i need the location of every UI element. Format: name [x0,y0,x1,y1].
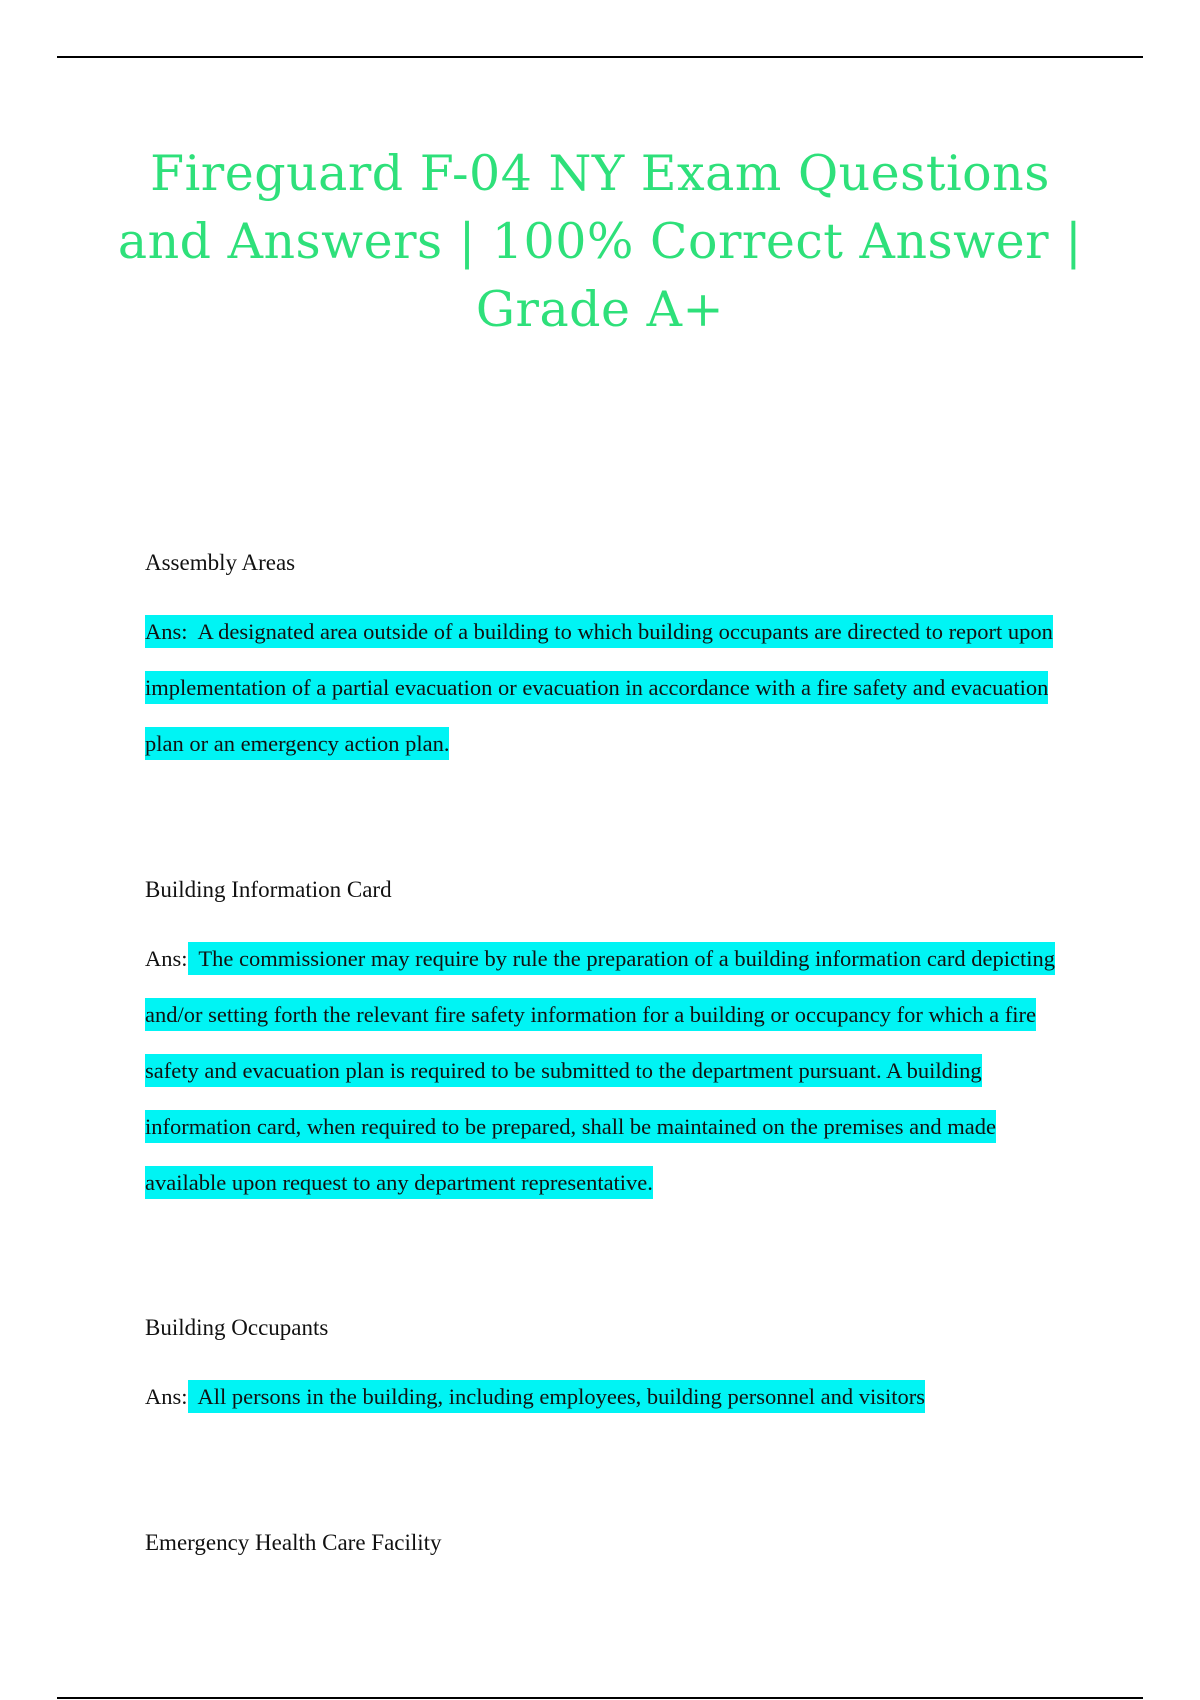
answer-paragraph [145,931,1065,1211]
answer-paragraph [145,1369,1065,1425]
answer-text: A designated area outside of a building to which building occupants are directed to report upon implementation of a partial evacuation or evacuation in accordance with a fire safety and evacuation plan or an emergency action plan. [145,619,1053,756]
answer-text: The commissioner may require by rule the preparation of a building information card depicting and/or setting forth the relevant fire safety information for a building or occupancy for which a fire safety and evacuation plan is required to be submitted to the department pursuant. A building information card, when required to be prepared, shall be maintained on the premises and made available upon request to any department representative. [145,946,1055,1195]
entry-emergency-health-care-facility [145,1528,1065,1558]
entry-building-information-card [145,875,1065,1211]
answer-label: Ans: [145,1384,188,1409]
entry-building-occupants [145,1313,1065,1425]
term-heading: Emergency Health Care Facility [145,1530,442,1555]
answer-text: All persons in the building, including employees, building personnel and visitors [197,1384,925,1409]
term-heading: Building Information Card [145,877,392,902]
entry-assembly-areas [145,548,1065,772]
answer-paragraph [145,604,1065,772]
answer-label: Ans: [145,619,188,644]
term-heading: Assembly Areas [145,550,296,575]
bottom-rule [57,1697,1143,1699]
answer-label: Ans: [145,946,188,971]
top-rule [57,56,1143,58]
term-heading: Building Occupants [145,1315,329,1340]
document-title: Fireguard F-04 NY Exam Questions and Answers | 100% Correct Answer | Grade A+ [117,145,1083,338]
